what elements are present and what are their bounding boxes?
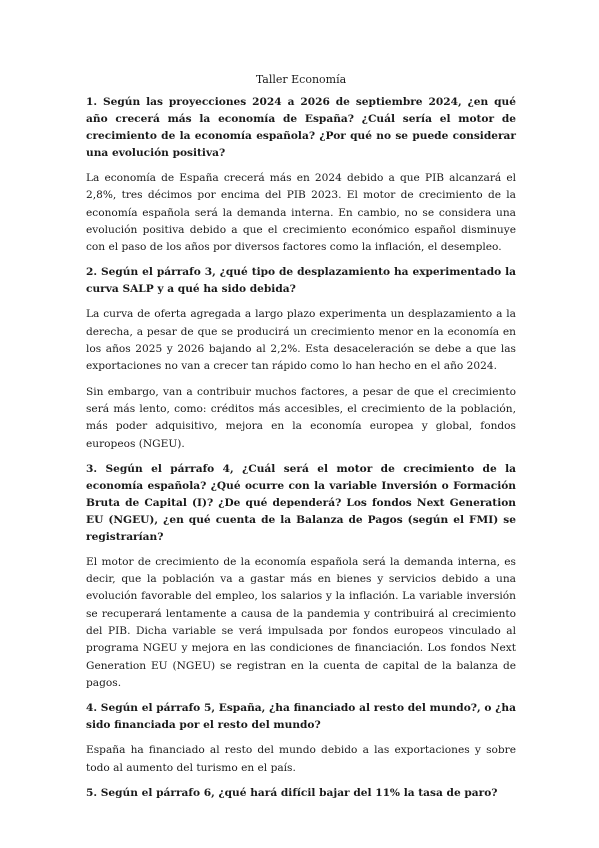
question-section-1 xyxy=(86,94,516,256)
document-page xyxy=(86,72,516,810)
question-5: 5. Según el párrafo 6, ¿qué hará difícil bajar del 11% la tasa de paro? xyxy=(86,786,498,799)
question-2: 2. Según el párrafo 3, ¿qué tipo de desplazamiento ha experimentado la curva SALP y a qué ha sido debida? xyxy=(86,266,516,296)
question-section-5 xyxy=(86,785,516,802)
question-3: 3. Según el párrafo 4, ¿Cuál será el motor de crecimiento de la economía española? ¿Qué ocurre con la variable Inversión o Formación Bruta de Capital (I)? ¿De qué dependerá? Los fondos Next Generation EU (NGEU), ¿en qué cuenta de la Balanza de Pagos (según el FMI) se registrarían? xyxy=(86,462,516,543)
answer-4-paragraph-1: España ha financiado al resto del mundo debido a las exportaciones y sobre todo al aumento del turismo en el país. xyxy=(86,744,516,774)
answer-2-paragraph-2: Sin embargo, van a contribuir muchos factores, a pesar de que el crecimiento será más lento, como: créditos más accesibles, el crecimiento de la población, más poder adquisitivo, mejora en la economía europea y global, fondos europeos (NGEU). xyxy=(86,385,516,450)
question-1: 1. Según las proyecciones 2024 a 2026 de septiembre 2024, ¿en qué año crecerá más la economía de España? ¿Cuál sería el motor de crecimiento de la economía española? ¿Por qué no se puede considerar una evolución positiva? xyxy=(86,96,516,159)
answer-2-paragraph-1: La curva de oferta agregada a largo plazo experimenta un desplazamiento a la derecha, a pesar de que se producirá un crecimiento menor en la economía en los años 2025 y 2026 bajando al 2,2%. Esta desaceleración se debe a que las exportaciones no van a crecer tan rápido como lo han hecho en el año 2024. xyxy=(86,308,516,373)
question-section-2 xyxy=(86,264,516,452)
question-section-3 xyxy=(86,461,516,692)
question-4: 4. Según el párrafo 5, España, ¿ha financiado al resto del mundo?, o ¿ha sido financiada por el resto del mundo? xyxy=(86,702,516,732)
answer-3-paragraph-1: El motor de crecimiento de la economía española será la demanda interna, es decir, que la población va a gastar más en bienes y servicios debido a una evolución favorable del empleo, los salarios y la inflación. La variable inversión se recuperará lentamente a causa de la pandemia y contribuirá al crecimiento del PIB. Dicha variable se verá impulsada por fondos europeos vinculado al programa NGEU y mejora en las condiciones de financiación. Los fondos Next Generation EU (NGEU) se registran en la cuenta de capital de la balanza de pagos. xyxy=(86,555,516,689)
answer-1-paragraph-1: La economía de España crecerá más en 2024 debido a que PIB alcanzará el 2,8%, tres décimos por encima del PIB 2023. El motor de crecimiento de la economía española será la demanda interna. En cambio, no se considera una evolución positiva debido a que el crecimiento económico español disminuye con el paso de los años por diversos factores como la inflación, el desempleo. xyxy=(86,172,516,254)
document-title: Taller Economía xyxy=(255,73,347,86)
question-section-4 xyxy=(86,700,516,777)
